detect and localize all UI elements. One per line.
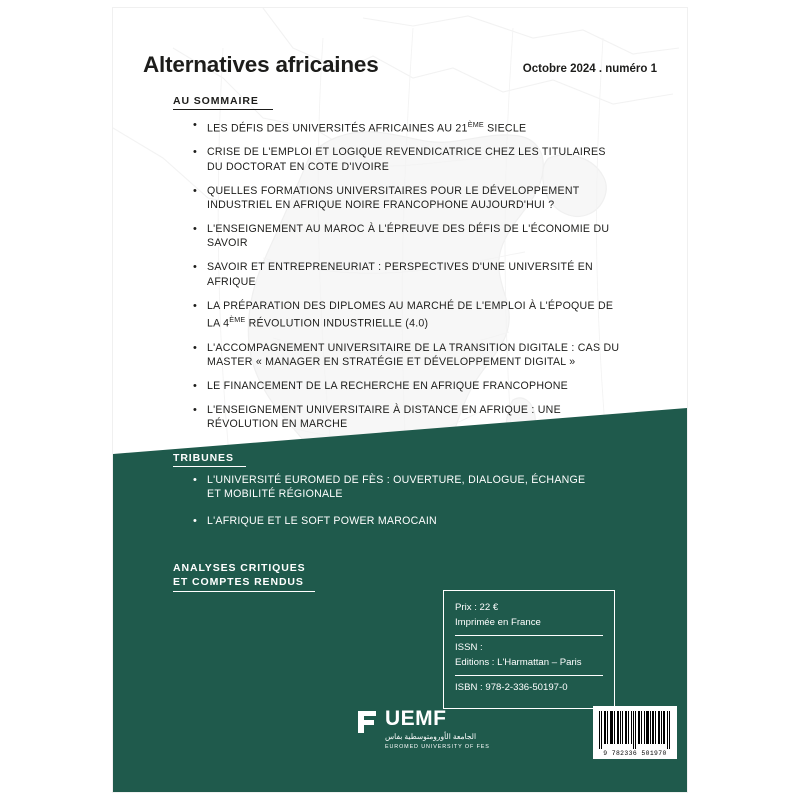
list-item <box>193 260 623 289</box>
analyses-heading-wrap <box>173 561 373 592</box>
price-label: Prix : 22 € <box>455 602 499 613</box>
sommaire-item-text: L'ACCOMPAGNEMENT UNIVERSITAIRE DE LA TRANSITION DIGITALE : CAS DU MASTER « MANAGER EN STRATÉGIE ET DÉVELOPPEMENT DIGITAL » <box>207 341 620 368</box>
bullet-icon: • <box>193 223 197 236</box>
analyses-heading-line1: ANALYSES CRITIQUES <box>173 562 306 574</box>
uemf-name: UEMF <box>385 707 447 730</box>
uemf-logo <box>356 708 546 750</box>
sommaire-item-text: LES DÉFIS DES UNIVERSITÉS AFRICAINES AU 21ÈME SIECLE <box>207 120 527 135</box>
isbn-label: ISBN : 978-2-336-50197-0 <box>455 682 568 693</box>
sommaire-item-text: SAVOIR ET ENTREPRENEURIAT : PERSPECTIVES D'UNE UNIVERSITÉ EN AFRIQUE <box>207 261 593 288</box>
bullet-icon: • <box>193 474 197 486</box>
barcode <box>593 706 677 759</box>
list-item <box>193 145 623 174</box>
list-item <box>193 514 593 528</box>
sommaire-item-text: CRISE DE L'EMPLOI ET LOGIQUE REVENDICATRICE CHEZ LES TITULAIRES DU DOCTORAT EN COTE D'IVOIRE <box>207 146 606 173</box>
price-info-box <box>443 590 615 709</box>
printed-label: Imprimée en France <box>455 616 541 628</box>
list-item <box>193 118 623 136</box>
bullet-icon: • <box>193 514 197 527</box>
sommaire-heading-wrap <box>173 91 273 110</box>
bullet-icon: • <box>193 379 197 392</box>
tribunes-item-text: L'UNIVERSITÉ EUROMED DE FÈS : OUVERTURE, DIALOGUE, ÉCHANGE ET MOBILITÉ RÉGIONALE <box>207 474 586 501</box>
bullet-icon: • <box>193 299 197 312</box>
bullet-icon: • <box>193 403 197 416</box>
tribunes-item-text: L'AFRIQUE ET LE SOFT POWER MAROCAIN <box>207 514 437 527</box>
list-item <box>193 299 623 331</box>
sommaire-heading: AU SOMMAIRE <box>173 95 273 110</box>
price-box-divider-2 <box>455 675 603 676</box>
sommaire-item-text: LE FINANCEMENT DE LA RECHERCHE EN AFRIQUE FRANCOPHONE <box>207 379 568 392</box>
list-item <box>193 473 593 502</box>
cover-header <box>113 52 687 78</box>
sommaire-list <box>193 118 623 441</box>
page-title: Alternatives africaines <box>143 52 379 77</box>
tribunes-heading: TRIBUNES <box>173 452 246 467</box>
tribunes-heading-wrap <box>173 448 246 467</box>
sommaire-item-text: L'ENSEIGNEMENT AU MAROC À L'ÉPREUVE DES DÉFIS DE L'ÉCONOMIE DU SAVOIR <box>207 223 610 250</box>
issn-label: ISSN : <box>455 642 483 653</box>
list-item <box>193 222 623 251</box>
price-box-divider <box>455 635 603 636</box>
bullet-icon: • <box>193 119 197 131</box>
sommaire-item-text: QUELLES FORMATIONS UNIVERSITAIRES POUR LE DÉVELOPPEMENT INDUSTRIEL EN AFRIQUE NOIRE FRANCOPHONE AUJOURD'HUI ? <box>207 184 580 212</box>
uemf-mark-icon <box>356 709 378 735</box>
bullet-icon: • <box>193 341 197 354</box>
issue-label: Octobre 2024 . numéro 1 <box>522 63 657 75</box>
editions-label: Editions : L'Harmattan – Paris <box>455 656 582 668</box>
sommaire-item-text: L'ENSEIGNEMENT UNIVERSITAIRE À DISTANCE EN AFRIQUE : UNE RÉVOLUTION EN MARCHE <box>207 403 561 431</box>
bullet-icon: • <box>193 261 197 274</box>
bullet-icon: • <box>193 184 197 197</box>
uemf-text-block <box>385 708 490 750</box>
barcode-number: 9 782336 501970 <box>603 750 667 757</box>
analyses-underline <box>173 591 315 592</box>
sommaire-item-text: LA PRÉPARATION DES DIPLOMES AU MARCHÉ DE L'EMPLOI À L'ÉPOQUE DE LA 4ÈME RÉVOLUTION INDUSTRIELLE (4.0) <box>207 299 614 330</box>
list-item <box>193 379 623 393</box>
analyses-heading-line2: ET COMPTES RENDUS <box>173 576 304 588</box>
uemf-subtitle: EUROMED UNIVERSITY OF FES <box>385 743 490 750</box>
list-item <box>193 341 623 370</box>
tribunes-list <box>193 473 593 540</box>
cover-card <box>113 8 687 792</box>
list-item <box>193 184 623 213</box>
bullet-icon: • <box>193 146 197 159</box>
barcode-bars-icon <box>599 711 671 749</box>
uemf-arabic-name: الجامعة الأورومتوسطية بفاس <box>385 732 477 741</box>
